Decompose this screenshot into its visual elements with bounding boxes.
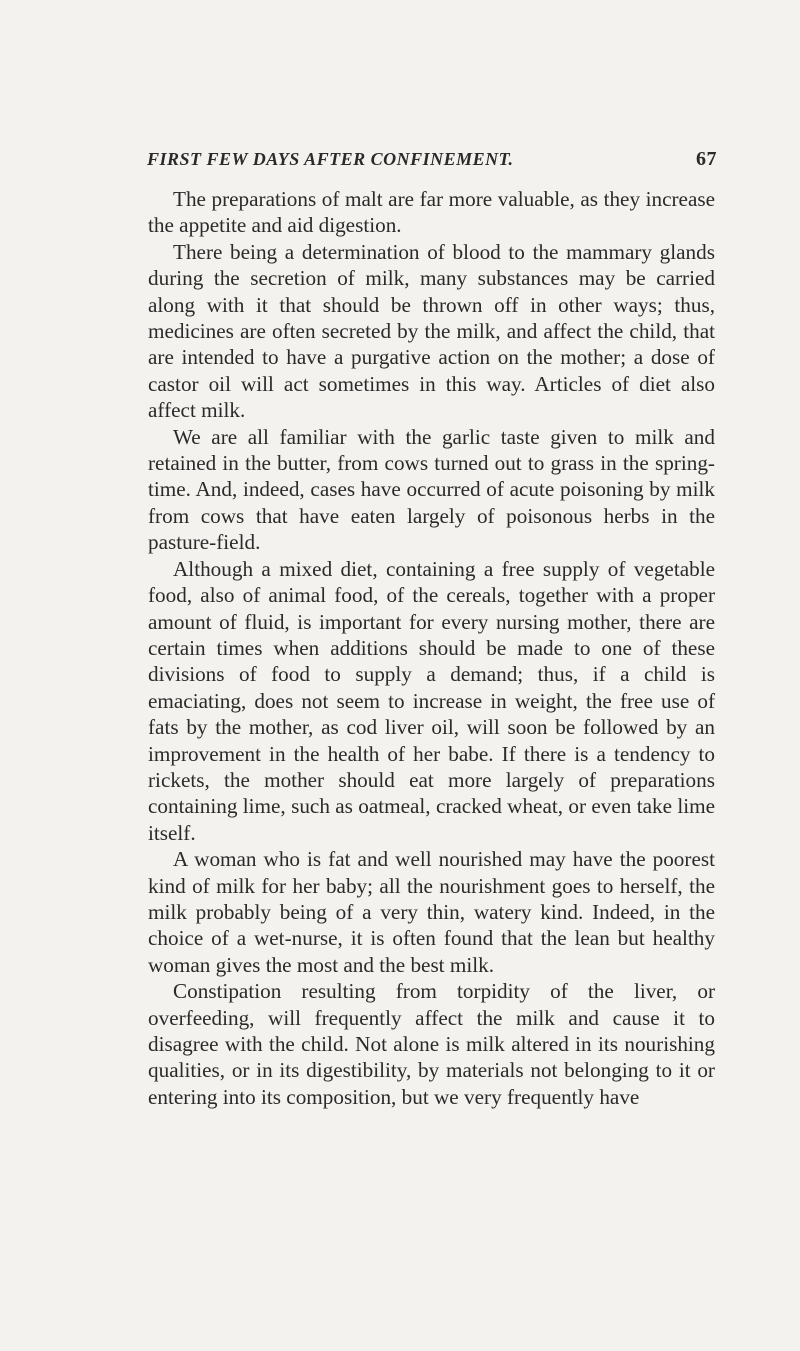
body-text: [148, 186, 715, 1110]
running-title: FIRST FEW DAYS AFTER CONFINEMENT.: [147, 149, 514, 169]
paragraph-6: Constipation resulting from torpidity of the liver, or overfeeding, will frequently affect the milk and cause it to disagree with the child. Not alone is milk altered in its nourishing qualities, or in its digestibility, by materials not belonging to it or entering into its composition, but we very frequently have: [148, 979, 715, 1109]
paragraph-5: A woman who is fat and well nourished may have the poorest kind of milk for her baby; all the nourishment goes to herself, the milk probably being of a very thin, watery kind. Indeed, in the choice of a wet-nurse, it is often found that the lean but healthy woman gives the most and the best milk.: [148, 847, 715, 977]
paragraph-2: There being a determination of blood to the mammary glands during the secretion of milk, many substances may be carried along with it that should be thrown off in other ways; thus, medicines are often secreted by the milk, and affect the child, that are intended to have a purgative action on the mother; a dose of castor oil will act sometimes in this way. Articles of diet also affect milk.: [148, 239, 715, 423]
page-number: 67: [696, 148, 717, 170]
running-head: [147, 148, 717, 178]
paragraph-1: The preparations of malt are far more valuable, as they increase the appetite and aid digestion.: [148, 187, 715, 238]
paragraph-3: We are all familiar with the garlic taste given to milk and retained in the butter, from cows turned out to grass in the spring-time. And, indeed, cases have occurred of acute poisoning by milk from cows that have eaten largely of poisonous herbs in the pasture-field.: [148, 424, 715, 555]
paragraph-4: Although a mixed diet, containing a free supply of vegetable food, also of animal food, of the cereals, together with a proper amount of fluid, is important for every nursing mother, there are certain times when additions should be made to one of these divisions of food to supply a demand; thus, if a child is emaciating, does not seem to increase in weight, the free use of fats by the mother, as cod liver oil, will soon be followed by an improvement in the health of her babe. If there is a tendency to rickets, the mother should eat more largely of preparations containing lime, such as oatmeal, cracked wheat, or even take lime itself.: [148, 556, 715, 845]
